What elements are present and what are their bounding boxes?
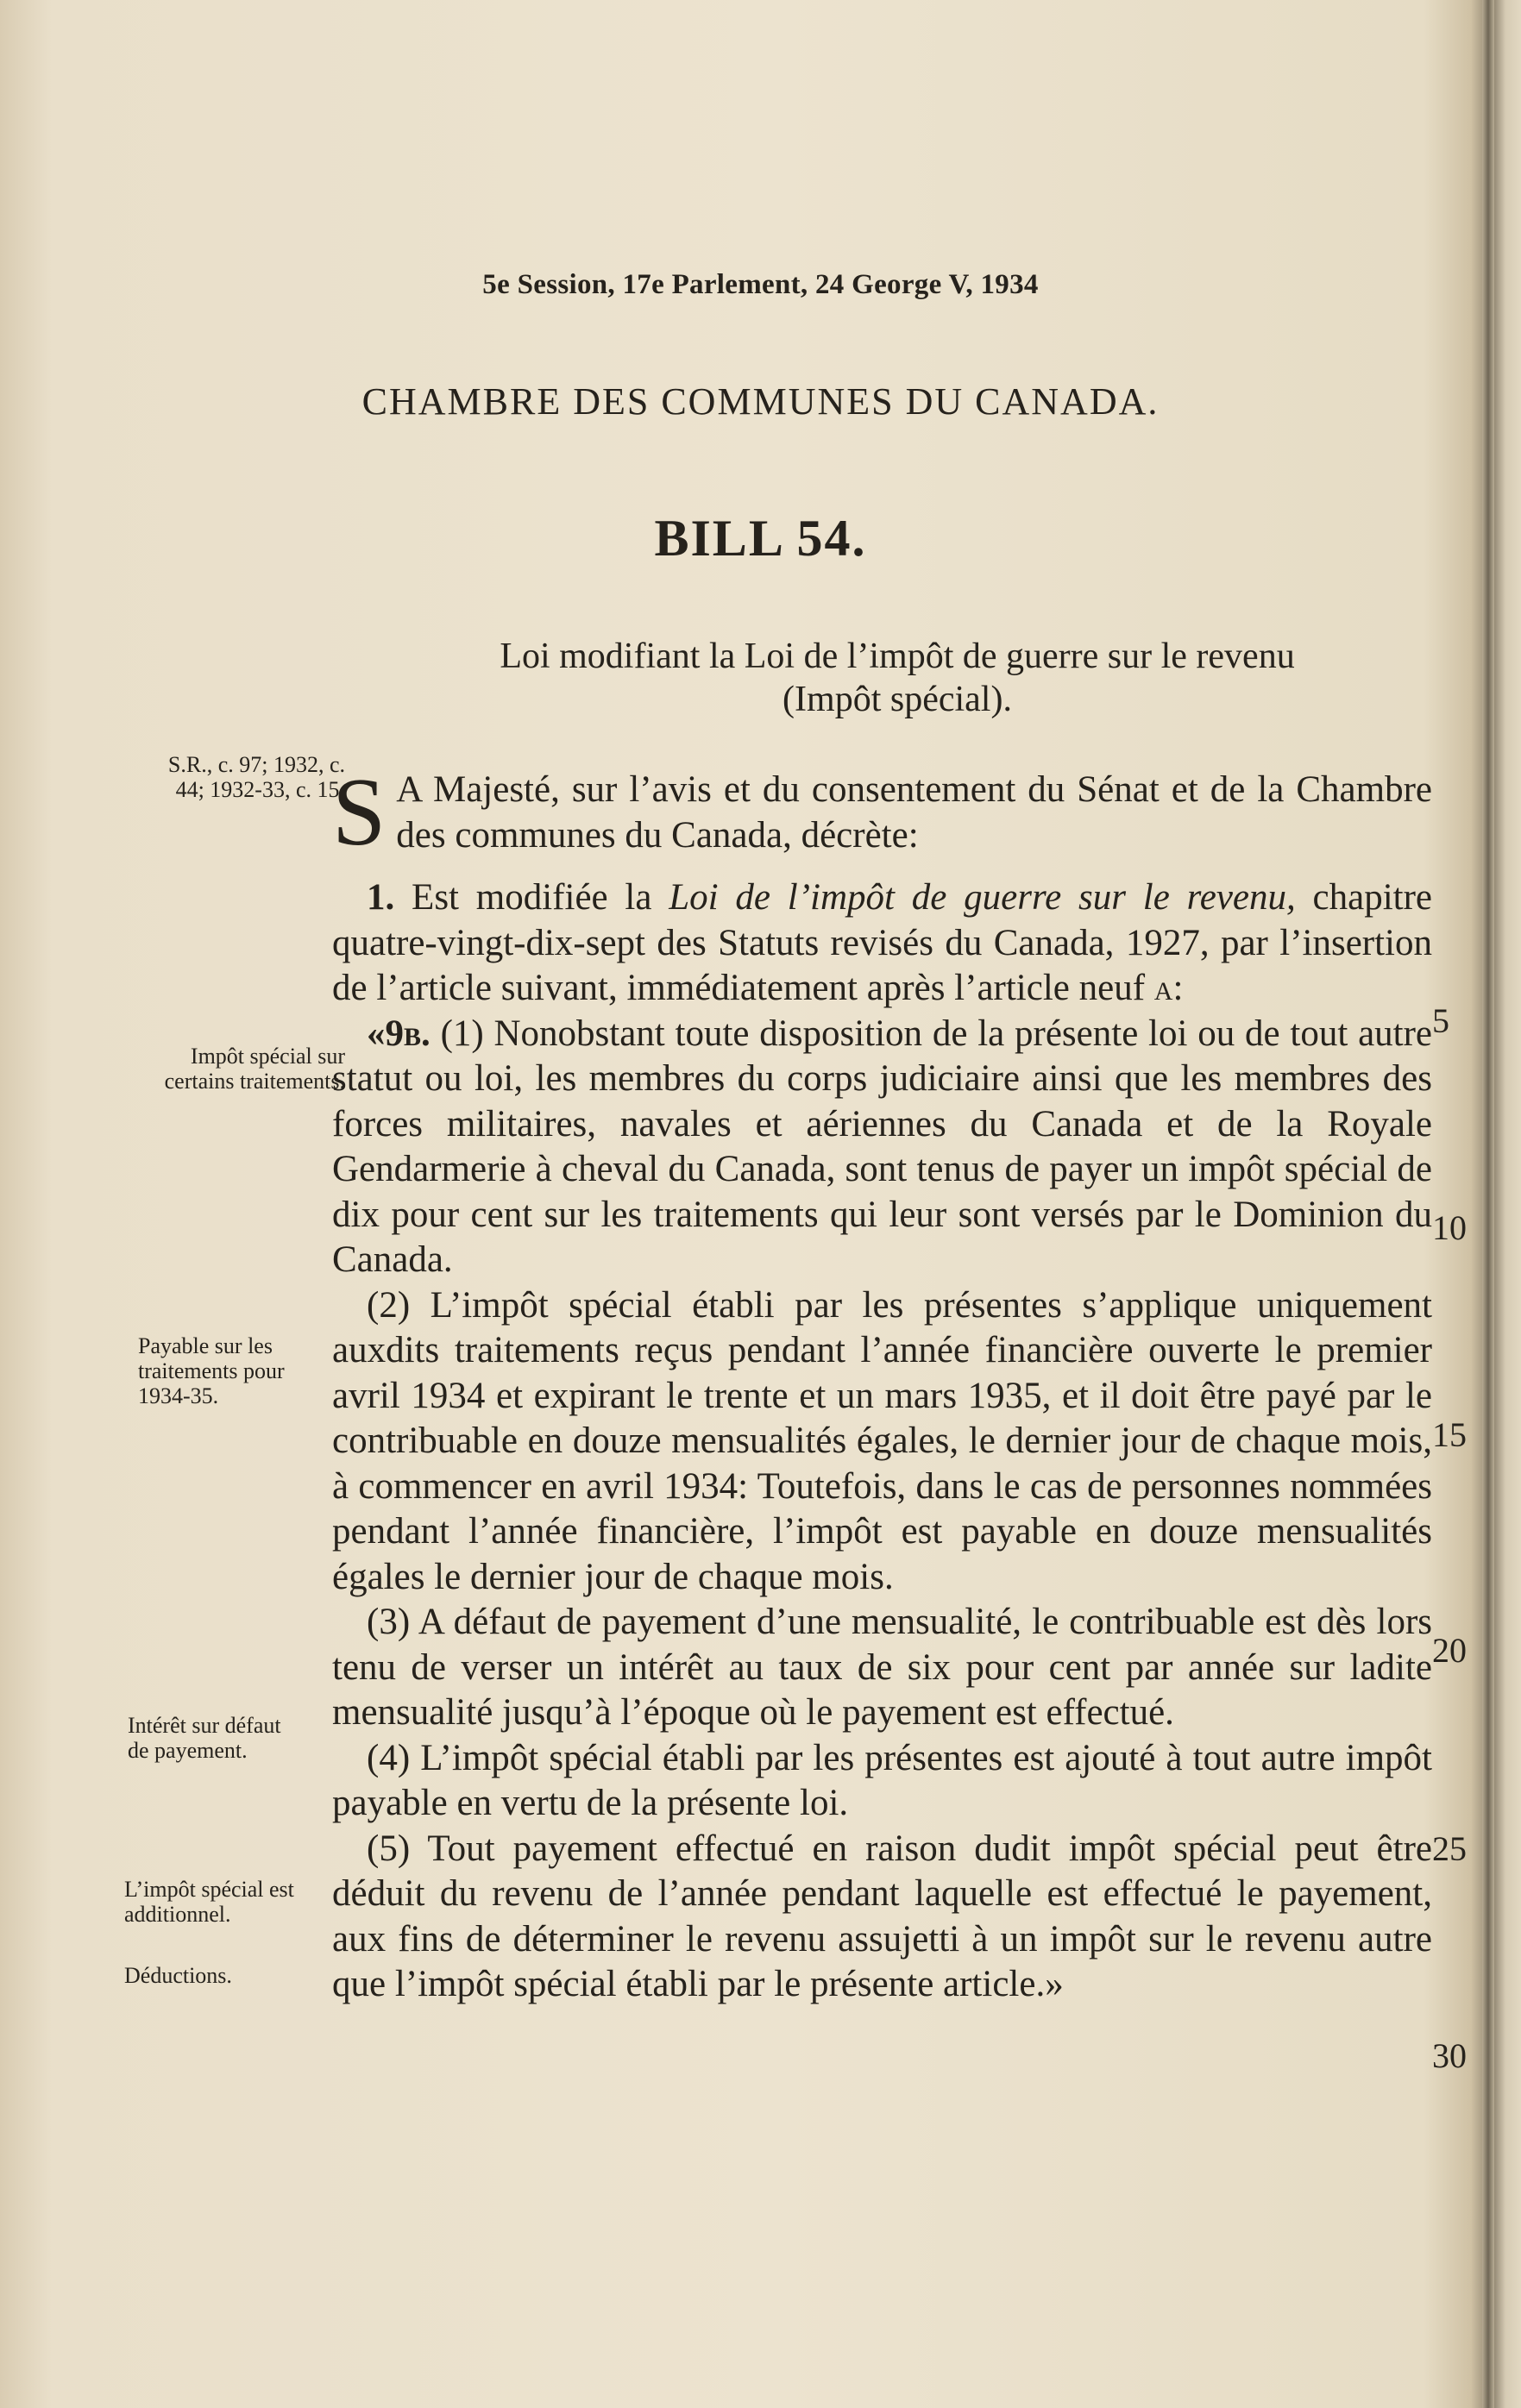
enacting-clause (332, 759, 1432, 866)
line-number-10: 10 (1432, 1208, 1467, 1247)
section-1 (332, 875, 1432, 1012)
section-1-post: chapitre quatre-vingt-dix-sept des Statuts revisés du Canada, 1927, par l’insertion de l’article suivant, immédiatement après l’article neuf (332, 877, 1433, 1008)
section-1-a: a (1153, 968, 1173, 1008)
act-title: Loi de l’impôt de guerre sur le revenu, (669, 877, 1296, 918)
bill-body (332, 759, 1433, 2008)
chamber-title: CHAMBRE DES COMMUNES DU CANADA. (361, 380, 1160, 423)
drop-cap: S (332, 759, 387, 866)
session-header: 5e Session, 17e Parlement, 24 George V, 1934 (482, 269, 1039, 300)
article-9b-number: «9b. (367, 1013, 431, 1054)
subsection-3: (3) A défaut de payement d’une mensualité, le contribuable est dès lors tenu de verser un intérêt au taux de six pour cent par année sur ladite mensualité jusqu’à l’époque où le payement est effectué. (332, 1602, 1432, 1733)
subtitle-line-2: (Impôt spécial). (782, 680, 1012, 719)
subsection-2: (2) L’impôt spécial établi par les présentes s’applique uniquement auxdits traitements reçus pendant l’année financière ouverte le premier avril 1934 et expirant le trente et un mars 1935, et il doit être payé par le contribuable en douze mensualités égales, le dernier jour de chaque mois, à commencer en avril 1934: Toutefois, dans le cas de personnes nommées pendant l’année financière, l’impôt est payable en douze mensualités égales le dernier jour de chaque mois. (332, 1284, 1432, 1597)
section-1-end: : (1172, 968, 1184, 1008)
line-number-25: 25 (1432, 1829, 1467, 1868)
section-1-number: 1. (367, 877, 395, 918)
binding-edge (1482, 0, 1494, 2408)
subsection-4: (4) L’impôt spécial établi par les présentes est ajouté à tout autre impôt payable en vertu de la présente loi. (332, 1737, 1432, 1823)
margin-note-additionnel: L’impôt spécial est additionnel. (124, 1877, 294, 1927)
subsection-1 (332, 1012, 1432, 1283)
bill-number: BILL 54. (654, 510, 867, 567)
margin-note-deductions: Déductions. (124, 1963, 232, 1988)
margin-note-impot-special: Impôt spécial sur certains traitements. (164, 1044, 345, 1094)
bill-subtitle (380, 635, 1415, 721)
margin-note-payable: Payable sur les traitements pour 1934-35. (138, 1333, 285, 1408)
line-number-15: 15 (1432, 1415, 1467, 1454)
subtitle-line-1: Loi modifiant la Loi de l’impôt de guerre sur le revenu (500, 636, 1295, 676)
line-number-20: 20 (1432, 1631, 1467, 1670)
margin-note-citation: S.R., c. 97; 1932, c. 44; 1932-33, c. 15. (167, 752, 345, 802)
enacting-text: A Majesté, sur l’avis et du consentement du Sénat et de la Chambre des communes du Canada, décrète: (396, 769, 1432, 856)
section-1-pre: Est modifiée la (412, 877, 652, 918)
line-number-30: 30 (1432, 2036, 1467, 2075)
subsection-5: (5) Tout payement effectué en raison dudit impôt spécial peut être déduit du revenu de l’année pendant laquelle est effectué le payement, aux fins de déterminer le revenu assujetti à un impôt sur le revenu autre que l’impôt spécial établi par le présente article.» (332, 1828, 1432, 2004)
line-number-5: 5 (1432, 1001, 1449, 1040)
subsection-1-text: (1) Nonobstant toute disposition de la présente loi ou de tout autre statut ou loi, les membres du corps judiciaire ainsi que les membres des forces militaires, navales et aériennes du Canada et de la Royale Gendarmerie à cheval du Canada, sont tenus de payer un impôt spécial de dix pour cent sur les traitements qui leur sont versés par le Dominion du Canada. (332, 1013, 1433, 1280)
margin-note-interet: Intérêt sur défaut de payement. (128, 1713, 281, 1763)
